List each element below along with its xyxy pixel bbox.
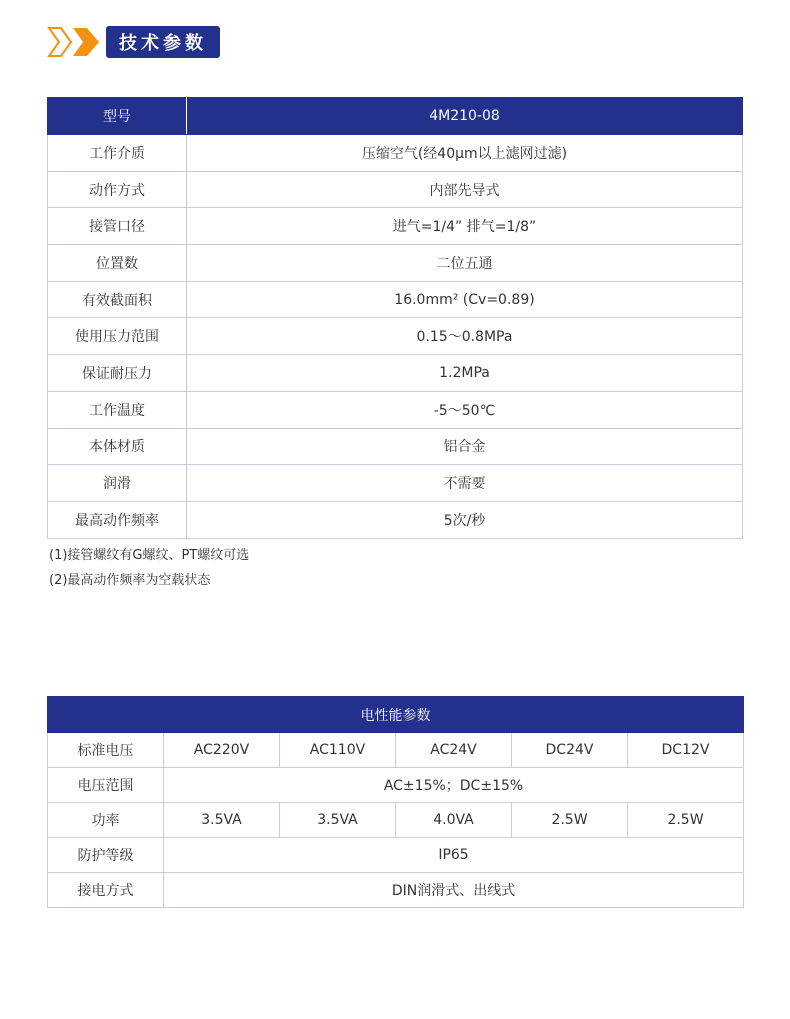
table-row xyxy=(48,171,743,208)
footnote: (1)接管螺纹有G螺纹、PT螺纹可选 xyxy=(49,548,250,563)
table-row xyxy=(48,135,743,172)
table-row xyxy=(48,355,743,392)
row-value: AC±15%；DC±15% xyxy=(164,768,744,803)
row-label: 工作介质 xyxy=(48,135,187,172)
model-label: 型号 xyxy=(48,98,187,135)
row-label: 最高动作频率 xyxy=(48,501,187,538)
row-label: 润滑 xyxy=(48,465,187,502)
table-row xyxy=(48,838,744,873)
row-label: 使用压力范围 xyxy=(48,318,187,355)
row-value: DIN润滑式、出线式 xyxy=(164,873,744,908)
row-label: 标准电压 xyxy=(48,733,164,768)
row-value: 压缩空气(经40μm以上滤网过滤) xyxy=(187,135,743,172)
power-cell: 3.5VA xyxy=(164,803,280,838)
row-value: 二位五通 xyxy=(187,245,743,282)
row-label: 电压范围 xyxy=(48,768,164,803)
power-cell: 2.5W xyxy=(628,803,744,838)
table-header-row xyxy=(48,697,744,733)
row-label: 本体材质 xyxy=(48,428,187,465)
voltage-cell: DC24V xyxy=(512,733,628,768)
row-label: 工作温度 xyxy=(48,391,187,428)
electrical-title: 电性能参数 xyxy=(48,697,744,733)
row-value: 不需要 xyxy=(187,465,743,502)
section-header xyxy=(47,26,207,58)
table-header-row xyxy=(48,98,743,135)
footnotes xyxy=(49,543,249,593)
table-row xyxy=(48,501,743,538)
table-row xyxy=(48,803,744,838)
model-value: 4M210-08 xyxy=(187,98,743,135)
row-value: -5～50℃ xyxy=(187,391,743,428)
power-cell: 3.5VA xyxy=(280,803,396,838)
voltage-cell: AC24V xyxy=(396,733,512,768)
table-row xyxy=(48,208,743,245)
table-row xyxy=(48,391,743,428)
table-row xyxy=(48,245,743,282)
row-value: 5次/秒 xyxy=(187,501,743,538)
spec-table xyxy=(47,97,743,539)
power-cell: 4.0VA xyxy=(396,803,512,838)
row-label: 功率 xyxy=(48,803,164,838)
row-label: 接管口径 xyxy=(48,208,187,245)
table-row xyxy=(48,428,743,465)
row-label: 动作方式 xyxy=(48,171,187,208)
row-value: 铝合金 xyxy=(187,428,743,465)
section-title: 技术参数 xyxy=(106,26,220,58)
row-label: 位置数 xyxy=(48,245,187,282)
table-row xyxy=(48,318,743,355)
voltage-cell: AC220V xyxy=(164,733,280,768)
power-cell: 2.5W xyxy=(512,803,628,838)
row-label: 保证耐压力 xyxy=(48,355,187,392)
table-row xyxy=(48,873,744,908)
row-label: 接电方式 xyxy=(48,873,164,908)
row-value: IP65 xyxy=(164,838,744,873)
footnote: (2)最高动作频率为空载状态 xyxy=(49,573,211,588)
row-label: 防护等级 xyxy=(48,838,164,873)
table-row xyxy=(48,281,743,318)
row-value: 进气=1/4” 排气=1/8” xyxy=(187,208,743,245)
row-label: 有效截面积 xyxy=(48,281,187,318)
electrical-table xyxy=(47,696,744,908)
row-value: 0.15～0.8MPa xyxy=(187,318,743,355)
table-row xyxy=(48,465,743,502)
row-value: 内部先导式 xyxy=(187,171,743,208)
row-value: 16.0mm² (Cv=0.89) xyxy=(187,281,743,318)
row-value: 1.2MPa xyxy=(187,355,743,392)
voltage-cell: AC110V xyxy=(280,733,396,768)
table-row xyxy=(48,768,744,803)
chevron-right-icon xyxy=(47,26,103,58)
table-row xyxy=(48,733,744,768)
voltage-cell: DC12V xyxy=(628,733,744,768)
